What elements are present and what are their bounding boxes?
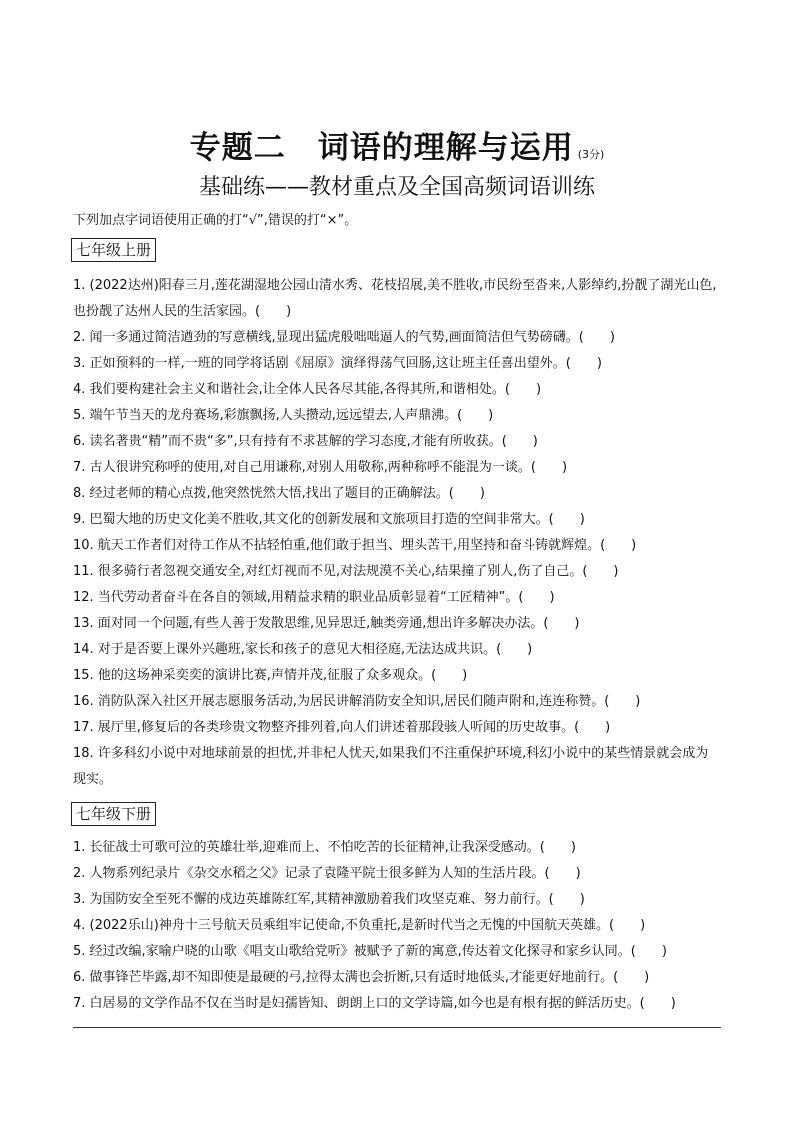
- question-item: 5. 端午节当天的龙舟赛场,彩旗飘扬,人头攒动,远远望去,人声鼎沸。( ): [73, 408, 494, 423]
- title-text: 专题二 词语的理解与运用: [189, 130, 574, 166]
- page-title: [0, 122, 794, 167]
- question-item: 3. 正如预料的一样,一班的同学将话剧《屈原》演绎得荡气回肠,这让班主任喜出望外。( ): [73, 356, 602, 371]
- title-score: (3分): [577, 148, 605, 161]
- question-item: 4. (2022乐山)神舟十三号航天员乘组牢记使命,不负重托,是新时代当之无愧的中国航天英雄。( ): [73, 918, 646, 933]
- question-item: 1. 长征战士可歌可泣的英雄壮举,迎难而上、不怕吃苦的长征精神,让我深受感动。( ): [73, 840, 576, 855]
- question-item: 1. (2022达州)阳春三月,莲花湖湿地公园山清水秀、花枝招展,美不胜收,市民纷至沓来,人影绰约,扮靓了湖光山色,也扮靓了达州人民的生活家园。( ): [73, 278, 717, 319]
- instruction-text: 下列加点字词语使用正确的打“√”,错误的打“×”。: [73, 213, 358, 228]
- question-item: 14. 对于是否要上课外兴趣班,家长和孩子的意见大相径庭,无法达成共识。( ): [73, 642, 533, 657]
- question-item: 9. 巴蜀大地的历史文化美不胜收,其文化的创新发展和文旅项目打造的空间非常大。( ): [73, 512, 585, 527]
- question-item: 7. 白居易的文学作品不仅在当时是妇孺皆知、朗朗上口的文学诗篇,如今也是有根有据的鲜活历史。( ): [73, 996, 676, 1011]
- question-item: 4. 我们要构建社会主义和谐社会,让全体人民各尽其能,各得其所,和谐相处。( ): [73, 382, 542, 397]
- question-item: 6. 做事锋芒毕露,却不知即使是最硬的弓,拉得太满也会折断,只有适时地低头,才能更好地前行。( ): [73, 970, 650, 985]
- question-item: 18. 许多科幻小说中对地球前景的担忧,并非杞人忧天,如果我们不注重保护环境,科幻小说中的某些情景就会成为现实。: [73, 746, 709, 787]
- question-item: 2. 闻一多通过简洁遒劲的写意横线,显现出猛虎般咄咄逼人的气势,画面简洁但气势磅礴。( ): [73, 330, 615, 345]
- question-item: 3. 为国防安全至死不懈的戍边英雄陈红军,其精神激励着我们攻坚克难、努力前行。( ): [73, 892, 585, 907]
- question-item: 6. 读名著贵“精”而不贵“多”,只有持有不求甚解的学习态度,才能有所收获。( ): [73, 434, 538, 449]
- question-item: 17. 展厅里,修复后的各类珍贵文物整齐排列着,向人们讲述着那段骇人听闻的历史故事。( ): [73, 720, 611, 735]
- question-item: 10. 航天工作者们对待工作从不拈轻怕重,他们敢于担当、埋头苦干,用坚持和奋斗铸就辉煌。( ): [73, 538, 637, 553]
- question-item: 12. 当代劳动者奋斗在各自的领域,用精益求精的职业品质彰显着“工匠精神”。( ): [73, 590, 555, 605]
- question-item: 15. 他的这场神采奕奕的演讲比赛,声情并茂,征服了众多观众。( ): [73, 668, 468, 683]
- section-heading-grade7-first: 七年级上册: [71, 238, 156, 262]
- question-item: 7. 古人很讲究称呼的使用,对自己用谦称,对别人用敬称,两种称呼不能混为一谈。( ): [73, 460, 568, 475]
- question-item: 8. 经过老师的精心点拨,他突然恍然大悟,找出了题目的正确解法。( ): [73, 486, 485, 501]
- question-item: 5. 经过改编,家喻户晓的山歌《唱支山歌给党听》被赋予了新的寓意,传达着文化探寻和家乡认同。( ): [73, 944, 667, 959]
- question-item: 16. 消防队深入社区开展志愿服务活动,为居民讲解消防安全知识,居民们随声附和,连连称赞。( ): [73, 694, 641, 709]
- question-item: 2. 人物系列纪录片《杂交水稻之父》记录了袁隆平院士很多鲜为人知的生活片段。( ): [73, 866, 581, 881]
- question-item: 13. 面对同一个问题,有些人善于发散思维,见异思迁,触类旁通,想出许多解决办法。( ): [73, 616, 580, 631]
- page-subtitle: 基础练——教材重点及全国高频词语训练: [198, 175, 595, 200]
- question-item: 11. 很多骑行者忽视交通安全,对红灯视而不见,对法规漠不关心,结果撞了别人,伤了自己。( ): [73, 564, 619, 579]
- section-heading-grade7-second: 七年级下册: [71, 802, 156, 826]
- bottom-divider: [73, 1027, 721, 1028]
